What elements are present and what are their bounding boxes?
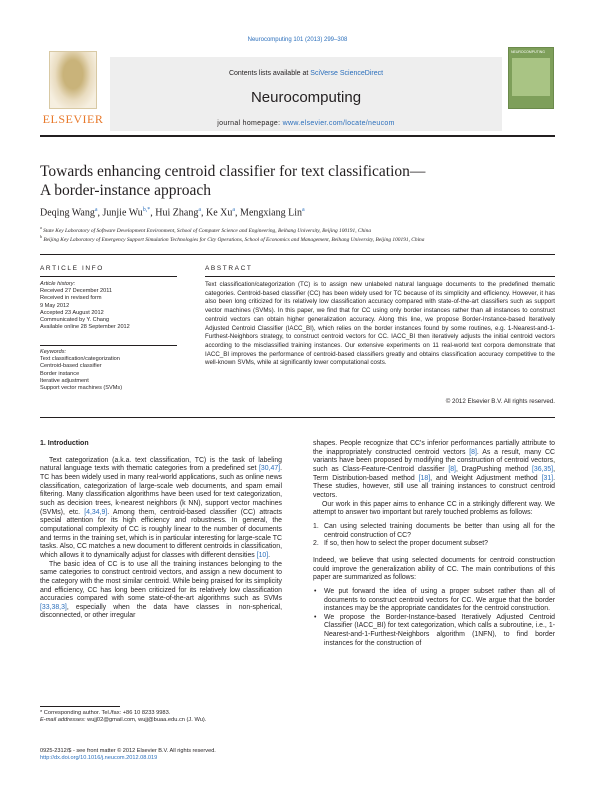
text-run: . These studies, however, still use all training instances to construct centroid vectors. (313, 474, 555, 499)
text-run: shapes. People recognize that CC's inferior performances partially attribute to the inappropriately constructed centroid vectors (313, 440, 555, 456)
contribution-item (313, 588, 555, 614)
affiliation-rule (40, 254, 555, 255)
email-addresses[interactable]: wujj02@gmail.com, wujj@buaa.edu.cn (J. Wu). (87, 717, 207, 724)
contents-prefix: Contents lists available at (228, 70, 311, 77)
journal-header-box (110, 57, 502, 131)
author-separator: , (150, 207, 156, 219)
reference-link[interactable]: [31] (541, 474, 554, 482)
homepage-prefix: journal homepage: (217, 120, 283, 127)
keyword-item: Text classification/categorization (40, 356, 120, 363)
author-affiliation-mark[interactable]: a (94, 207, 98, 213)
keyword-item: Centroid-based classifier (40, 363, 102, 370)
journal-citation[interactable]: Neurocomputing 101 (2013) 299–308 (247, 37, 348, 43)
publisher-info (40, 748, 340, 763)
affiliation-a (40, 225, 555, 234)
author-name[interactable]: Junjie Wu (102, 207, 143, 219)
intro-paragraph-1 (40, 457, 282, 561)
list-marker: 1. (313, 522, 319, 530)
article-title (40, 162, 555, 200)
text-run: Text categorization (a.k.a. text classification, TC) is the task of labeling natural language texts with thematic categories from a predefined set (40, 456, 282, 473)
abstract-copyright: © 2012 Elsevier B.V. All rights reserved. (445, 398, 555, 405)
affiliation-b (40, 234, 555, 243)
text-run: . Among them, centroid-based classifier (CC) attracts special attention for its high efficiency and robustness. In general, the computational complexity of CC is roughly linear to the number of documents and terms in the training set, which is in particular interesting for large-scale TC tasks. Also, CC matches a new document to different centroids in classification, which allows it to dynamically adjust for classes with different densities (40, 508, 282, 559)
body-left-column (40, 440, 282, 621)
history-line: Accepted 23 August 2012 (40, 309, 104, 316)
affiliation-text: State Key Laboratory of Software Development Environment, School of Computer Science and Engineering, Beihang University, Beijing 100191, China (43, 227, 372, 234)
cover-art (512, 58, 550, 96)
abstract-bottom-rule (40, 417, 555, 418)
article-history (40, 281, 177, 331)
reference-link[interactable]: [18] (418, 474, 431, 482)
text-run: The basic idea of CC is to use all the training instances belonging to the same categories to construct centroid vectors, and assign a new document to the category with the most similar centroid. While being praised for its simplicity and efficiency, CC has long been criticized for its relatively low classification accuracies compared with some state-of-the-art algorithms such as SVMs (40, 560, 282, 603)
body-right-column (313, 440, 555, 648)
article-info-rule (40, 276, 177, 277)
affiliation-mark: a (40, 225, 42, 230)
footnote-email-line (40, 717, 282, 724)
bullet-text: We put forward the idea of using a proper subset rather than all of documents to construct centroid vectors for CC. We argue that the border instances may be the appropriate candidates for the centroid construction. (324, 587, 555, 613)
cover-title: NEUROCOMPUTING (511, 50, 546, 54)
journal-masthead (40, 47, 555, 134)
section-heading-introduction: 1. Introduction (40, 440, 89, 447)
journal-homepage-line (110, 120, 502, 127)
author-separator: , (235, 207, 241, 219)
reference-link[interactable]: [33,38,3] (40, 603, 67, 611)
affiliation-mark: b (40, 234, 42, 239)
author-separator: , (200, 207, 206, 219)
contribution-item (313, 614, 555, 649)
journal-cover-thumbnail (508, 47, 554, 109)
history-line: 9 May 2012 (40, 302, 70, 309)
article-title-line2: A border-instance approach (40, 182, 211, 199)
bullet-marker: • (314, 613, 317, 621)
bullet-marker: • (314, 587, 317, 595)
corresponding-author-footnote (40, 710, 282, 725)
footnote-line: * Corresponding author. Tel./fax: +86 10 8233 9983. (40, 710, 171, 716)
author-affiliation-mark[interactable]: b,* (142, 207, 151, 213)
author-list (40, 207, 555, 218)
elsevier-logo (40, 51, 106, 127)
text-run: . (268, 551, 271, 559)
footnote-rule (40, 706, 120, 707)
text-run: , especially when the data have classes in non-spherical, disconnected, or other irregular (40, 603, 282, 620)
text-run: , DragPushing method (455, 465, 533, 473)
text-run: . TC has been widely used in many real-world applications, such as online news classification, categorization of large-scale web documents, and spam email filtering. Many classification algorithms have been used for text categorization, such as decision trees, k-nearest neighbors (k NN), support vector machines (SVMs), etc. (40, 465, 282, 516)
elsevier-wordmark: ELSEVIER (42, 112, 104, 126)
article-title-line1: Towards enhancing centroid classifier for text classification— (40, 163, 426, 180)
issn-line: 0925-2312/$ - see front matter © 2012 Elsevier B.V. All rights reserved. (40, 748, 216, 754)
keywords-block (40, 349, 177, 392)
spacer (313, 549, 555, 557)
affiliation-text: Beijing Key Laboratory of Emergency Support Simulation Technologies for City Operations, School of Economics and Management, Beihang University, Beijing 100191, China (43, 236, 425, 243)
keywords-label: Keywords: (40, 349, 67, 355)
research-question-2 (313, 540, 555, 549)
bullet-text: We propose the Border-Instance-based Iteratively Adjusted Centroid Classifier (IACC_BI) for text categorization, which calls a subroutine, i.e., 1-Nearest-and-1-Furthest-Neighbors algorithm (1NFN), to find border instances for the construction of (324, 613, 555, 647)
reference-link[interactable]: [10] (256, 551, 269, 559)
email-label: E-mail addresses: (40, 717, 88, 724)
text-run: . As a result, many CC variants have been proposed by modifying the construction of centroid vectors, such as Class-Feature-Centroid classifier (313, 448, 555, 473)
reference-link[interactable]: [8] (469, 448, 477, 456)
sciencedirect-link[interactable]: SciVerse ScienceDirect (310, 70, 384, 77)
article-info-heading: ARTICLE INFO (40, 265, 104, 272)
reference-link[interactable]: [8] (448, 465, 456, 473)
text-run: , and Weight Adjustment method (430, 474, 542, 482)
abstract-text: Text classification/categorization (TC) is to assign new unlabeled natural language documents to the predefined thematic categories. Centroid-based classifier (CC) has been widely used for TC because of its simplicity and efficiency. However, it has also been long criticized for its relatively low classification accuracy compared with state-of-the-art classifiers such as support vector machines (SVMs). In this paper, we find that for CC using only border instances rather than all instances to construct centroid vectors can obtain higher generalization accuracy. Along this line, we propose Border-Instance-based Iteratively Adjusted Centroid Classifier (IACC_BI), which relies on the border instances found by some routines, e.g. 1-Nearest-and-1-Furthest-Neighbors strategy, to construct centroid vectors for CC. IACC_BI then iteratively adjusts the initial centroid vectors according to the misclassified training instances. Our extensive experiments on 11 real-world text corpora demonstrate that IACC_BI improves the performance of centroid-based classifiers greatly and obtains classification accuracy competitive to the well-known SVMs, while at significantly lower computational costs. (205, 281, 555, 367)
keyword-item: Border instance (40, 370, 80, 377)
intro-paragraph-4: Our work in this paper aims to enhance CC in a strikingly different way. We attempt to answer two important but rarely touched problems as follows: (313, 500, 555, 517)
article-history-label: Article history: (40, 281, 76, 287)
list-text: Can using selected training documents be better than using all for the centroid construction of CC? (324, 522, 555, 539)
journal-homepage-link[interactable]: www.elsevier.com/locate/neucom (282, 120, 395, 127)
intro-paragraph-5: Indeed, we believe that using selected documents for centroid construction could improve the generalization ability of CC. The main contributions of this paper are summarized as follows: (313, 556, 555, 582)
journal-name: Neurocomputing (250, 89, 362, 106)
masthead-rule (40, 135, 555, 137)
author-name[interactable]: Mengxiang Lin (240, 207, 302, 219)
contents-line (110, 70, 502, 77)
author-name[interactable]: Deqing Wang (40, 207, 95, 219)
author-name[interactable]: Hui Zhang (155, 207, 199, 219)
doi-link[interactable]: http://dx.doi.org/10.1016/j.neucom.2012.08.019 (40, 755, 158, 762)
author-affiliation-mark[interactable]: a (198, 207, 201, 213)
keyword-item: Support vector machines (SVMs) (40, 385, 123, 392)
text-run: , Term Distribution-based method (313, 465, 556, 482)
abstract-heading: ABSTRACT (205, 265, 253, 272)
list-text: If so, then how to select the proper document subset? (324, 540, 488, 548)
history-line: Received 27 December 2011 (40, 288, 113, 295)
intro-paragraph-2 (40, 561, 282, 622)
intro-paragraph-3 (313, 440, 555, 501)
history-line: Received in revised form (40, 295, 102, 302)
author-affiliation-mark[interactable]: a (232, 207, 236, 213)
abstract-rule (205, 276, 555, 277)
author-affiliation-mark[interactable]: a (301, 207, 305, 213)
keywords-rule (40, 345, 177, 346)
history-line: Communicated by Y. Chang (40, 317, 110, 324)
reference-link[interactable]: [4,34,9] (84, 508, 108, 516)
elsevier-tree-icon (49, 51, 97, 109)
list-marker: 2. (313, 540, 319, 548)
author-separator: , (97, 207, 103, 219)
keyword-item: Iterative adjustment (40, 377, 89, 384)
author-name[interactable]: Ke Xu (205, 207, 233, 219)
history-line: Available online 28 September 2012 (40, 324, 130, 331)
reference-link[interactable]: [30,47] (259, 465, 281, 473)
research-question-1 (313, 523, 555, 540)
reference-link[interactable]: [36,35] (532, 465, 554, 473)
